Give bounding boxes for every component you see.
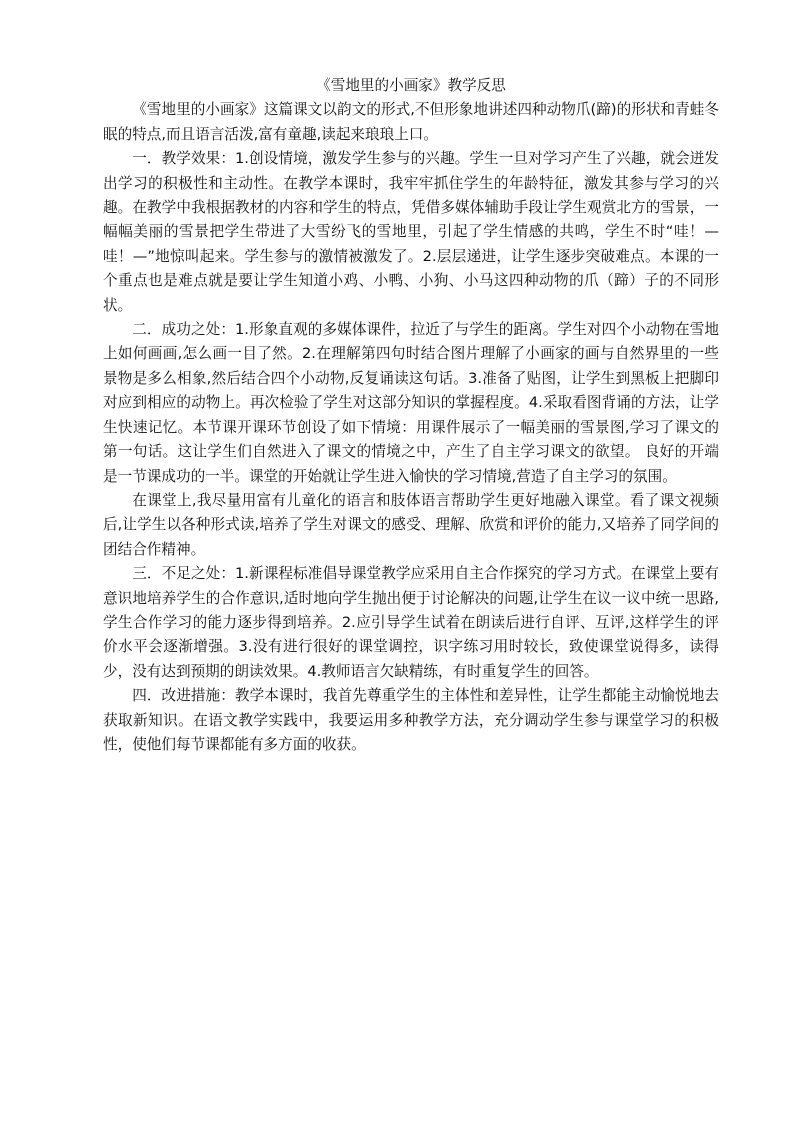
document-title: 《雪地里的小画家》教学反思 bbox=[316, 77, 506, 94]
paragraph-teaching-effect: 一．教学效果：1.创设情境，激发学生参与的兴趣。学生一旦对学习产生了兴趣，就会迸发出学习的积极性和主动性。在教学本课时，我牢牢抓住学生的年龄特征，激发其参与学习的兴趣。在教学中我根据教材的内容和学生的特点，凭借多媒体辅助手段让学生观赏北方的雪景，一幅幅美丽的雪景把学生带进了大雪纷飞的雪地里，引起了学生情感的共鸣，学生不时“哇！—哇！—”地惊叫起来。学生参与的激情被激发了。2.层层递进，让学生逐步突破难点。本课的一个重点也是难点就是要让学生知道小鸡、小鸭、小狗、小马这四种动物的爪（蹄）子的不同形状。 bbox=[103, 150, 719, 314]
paragraph-shortcomings: 三．不足之处：1.新课程标准倡导课堂教学应采用自主合作探究的学习方式。在课堂上要有意识地培养学生的合作意识,适时地向学生抛出便于讨论解决的问题,让学生在议一议中统一思路,学生合作学习的能力逐步得到培养。2.应引导学生试着在朗读后进行自评、互评,这样学生的评价水平会逐渐增强。3.没有进行很好的课堂调控，识字练习用时较长，致使课堂说得多，读得少，没有达到预期的朗读效果。4.教师语言欠缺精练，有时重复学生的回答。 bbox=[103, 565, 719, 680]
paragraph-intro: 《雪地里的小画家》这篇课文以韵文的形式,不但形象地讲述四种动物爪(蹄)的形状和青蛙冬眠的特点,而且语言活泼,富有童趣,读起来琅琅上口。 bbox=[103, 101, 719, 143]
paragraph-improvements: 四．改进措施：教学本课时，我首先尊重学生的主体性和差异性，让学生都能主动愉悦地去获取新知识。在语文教学实践中，我要运用多种教学方法，充分调动学生参与课堂学习的积极性，使他们每节课都能有多方面的收获。 bbox=[103, 687, 719, 753]
paragraph-classroom: 在课堂上,我尽量用富有儿童化的语言和肢体语言帮助学生更好地融入课堂。看了课文视频后,让学生以各种形式读,培养了学生对课文的感受、理解、欣赏和评价的能力,又培养了同学间的团结合作精神。 bbox=[103, 491, 719, 558]
document-page bbox=[103, 74, 719, 757]
paragraph-successes: 二．成功之处：1.形象直观的多媒体课件，拉近了与学生的距离。学生对四个小动物在雪地上如何画画,怎么画一目了然。2.在理解第四句时结合图片理解了小画家的画与自然界里的一些景物是多么相象,然后结合四个小动物,反复诵读这句话。3.准备了贴图，让学生到黑板上把脚印对应到相应的动物上。再次检验了学生对这部分知识的掌握程度。4.采取看图背诵的方法，让学生快速记忆。本节课开课环节创设了如下情境：用课件展示了一幅美丽的雪景图,学习了课文的第一句话。这让学生们自然进入了课文的情境之中，产生了自主学习课文的欲望。 良好的开端是一节课成功的一半。课堂的开始就让学生进入愉快的学习情境,营造了自主学习的氛围。 bbox=[103, 321, 719, 485]
